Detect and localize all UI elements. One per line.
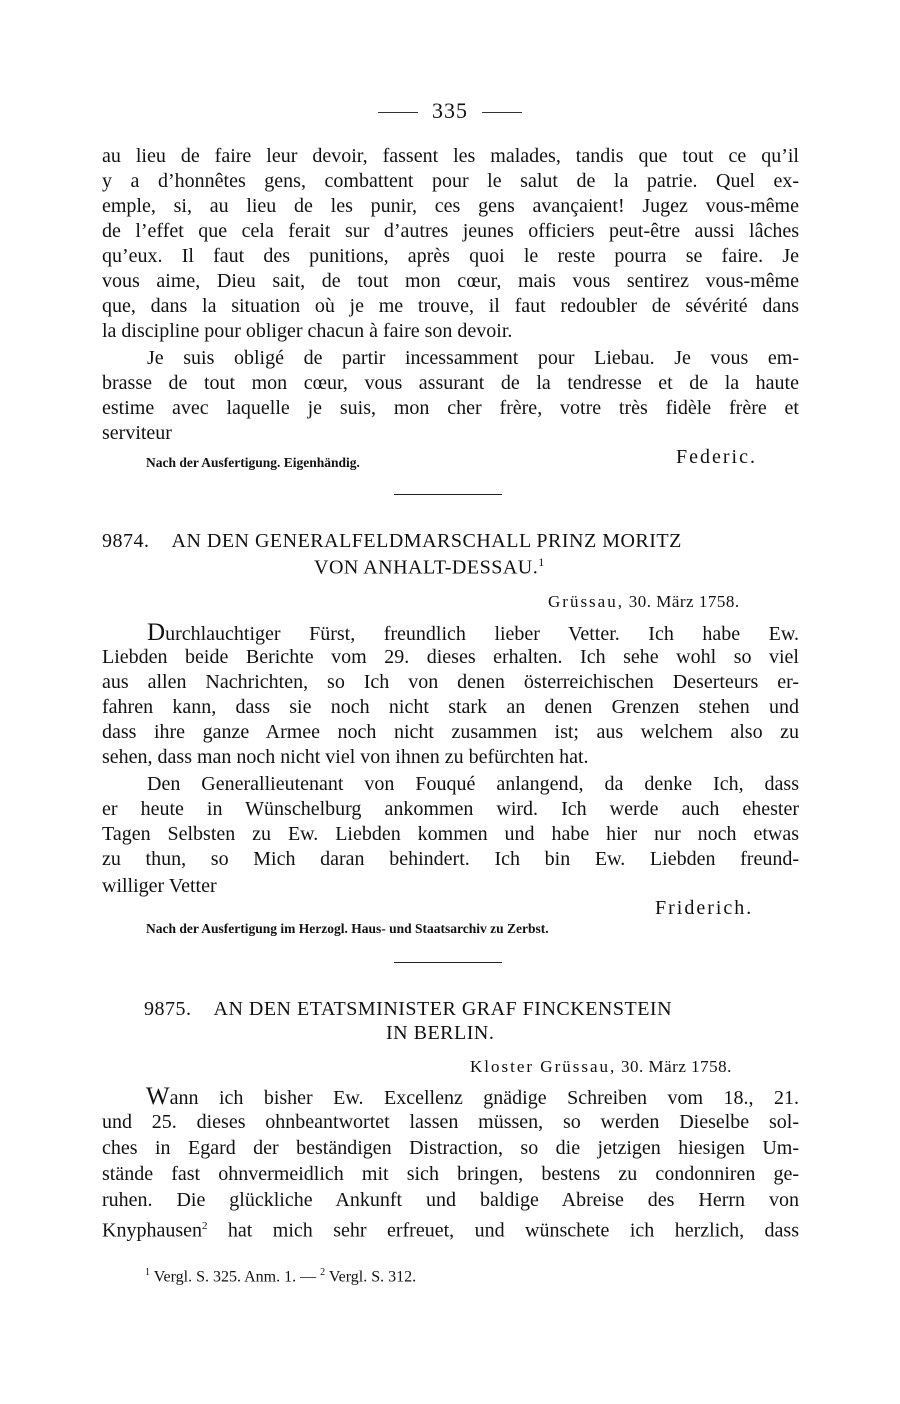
text-span: hat mich sehr erfreuet, und wünschete ich herzlich, dass <box>227 1219 800 1242</box>
text-line <box>146 1084 799 1111</box>
heading-line-1: AN DEN GENERALFELDMARSCHALL PRINZ MORITZ <box>171 530 682 552</box>
footnotes <box>145 1267 416 1286</box>
letter-number: 9875. <box>144 998 192 1020</box>
text-line: y a d’honnêtes gens, combattent pour le salut de la patrie. Quel ex- <box>102 170 799 192</box>
page-number-dash-right <box>482 112 522 113</box>
text-line: brasse de tout mon cœur, vous assurant de la tendresse et de la haute <box>102 372 799 394</box>
footnote-ref: 1 <box>538 555 545 569</box>
signature: Federic. <box>676 446 757 468</box>
text-line: dass ihre ganze Armee noch nicht zusammen ist; aus welchem also zu <box>102 721 799 743</box>
text-line: de l’effet que cela ferait sur d’autres jeunes officiers peut-être aussi lâches <box>102 220 799 242</box>
footnote-ref: 2 <box>201 1220 208 1232</box>
text-line: emple, si, au lieu de les punir, ces gens avançaient! Jugez vous-même <box>102 195 799 217</box>
page-number <box>0 98 900 124</box>
dateline <box>548 592 740 612</box>
text-line: Tagen Selbsten zu Ew. Liebden kommen und habe hier nur noch etwas <box>102 823 799 845</box>
letter-heading-2 <box>386 1022 494 1045</box>
text-line: williger Vetter <box>102 875 217 897</box>
letter-heading <box>102 530 682 553</box>
footnote-mark: 1 <box>145 1267 150 1278</box>
date: 30. März 1758. <box>628 592 740 611</box>
text-line: Liebden beide Berichte vom 29. dieses erhalten. Ich sehe wohl so viel <box>102 646 799 668</box>
text-line: serviteur <box>102 422 172 444</box>
footnote-mark: 2 <box>320 1267 326 1278</box>
section-divider <box>394 494 502 495</box>
text-span: Knyphausen <box>102 1219 202 1242</box>
text-line: au lieu de faire leur devoir, fassent les malades, tandis que tout ce qu’il <box>102 145 799 167</box>
text-line: Den Generallieutenant von Fouqué anlangend, da denke Ich, dass <box>147 773 799 795</box>
heading-line-2: VON ANHALT-DESSAU. <box>314 556 539 579</box>
text-line <box>147 620 799 647</box>
text-line: vous aime, Dieu sait, de tout mon cœur, mais vous sentirez vous-même <box>102 270 799 292</box>
initial-letter: D <box>147 619 166 646</box>
text-line: und 25. dieses ohnbeantwortet lassen müssen, so werden Dieselbe sol- <box>102 1111 799 1133</box>
text-line: sehen, dass man noch nicht viel von ihnen zu befürchten hat. <box>102 746 589 768</box>
footnote-text: Vergl. S. 312. <box>328 1268 417 1286</box>
text-line: ruhen. Die glückliche Ankunft und baldige Abreise des Herrn von <box>102 1189 799 1211</box>
footnote-text: Vergl. S. 325. Anm. 1. — <box>153 1268 317 1286</box>
date: 30. März 1758. <box>621 1057 732 1076</box>
date-place: Grüssau, <box>548 592 624 611</box>
text-line: estime avec laquelle je suis, mon cher frère, votre très fidèle frère et <box>102 397 799 419</box>
text-span: ann ich bisher Ew. Excellenz gnädige Schreiben vom 18., 21. <box>169 1087 799 1109</box>
text-line: que, dans la situation où je me trouve, il faut redoubler de sévérité dans <box>102 295 799 317</box>
initial-letter: W <box>146 1083 170 1110</box>
text-line <box>102 1214 799 1244</box>
text-line: fahren kann, dass sie noch nicht stark an denen Grenzen stehen und <box>102 696 799 718</box>
letter-heading <box>144 998 672 1021</box>
text-line: er heute in Wünschelburg ankommen wird. Ich werde auch ehester <box>102 798 799 820</box>
text-line: la discipline pour obliger chacun à faire son devoir. <box>102 320 513 342</box>
section-divider <box>394 962 502 963</box>
text-line: zu thun, so Mich daran behindert. Ich bin Ew. Liebden freund- <box>102 848 799 870</box>
text-line: stände fast ohnvermeidlich mit sich bringen, bestens zu condonniren ge- <box>102 1163 799 1185</box>
source-note: Nach der Ausfertigung im Herzogl. Haus- und Staatsarchiv zu Zerbst. <box>146 921 549 936</box>
text-line: Je suis obligé de partir incessamment pour Liebau. Je vous em- <box>147 347 799 369</box>
dateline <box>470 1057 732 1077</box>
heading-line-2: IN BERLIN. <box>386 1022 495 1044</box>
page-number-dash-left <box>378 112 418 113</box>
letter-heading-2 <box>314 555 545 580</box>
letter-number: 9874. <box>102 530 150 552</box>
source-note: Nach der Ausfertigung. Eigenhändig. <box>146 455 360 470</box>
date-place: Kloster Grüssau, <box>470 1057 617 1076</box>
text-line: aus allen Nachrichten, so Ich von denen österreichischen Deserteurs er- <box>102 671 799 693</box>
heading-line-1: AN DEN ETATSMINISTER GRAF FINCKENSTEIN <box>213 998 673 1020</box>
signature: Friderich. <box>655 897 754 919</box>
text-line: qu’eux. Il faut des punitions, après quoi le reste pourra se faire. Je <box>102 245 799 267</box>
text-line: ches in Egard der beständigen Distraction, so die jetzigen hiesigen Um- <box>102 1137 799 1159</box>
page-number-text: 335 <box>432 98 468 123</box>
text-span: urchlauchtiger Fürst, freundlich lieber Vetter. Ich habe Ew. <box>165 623 799 645</box>
